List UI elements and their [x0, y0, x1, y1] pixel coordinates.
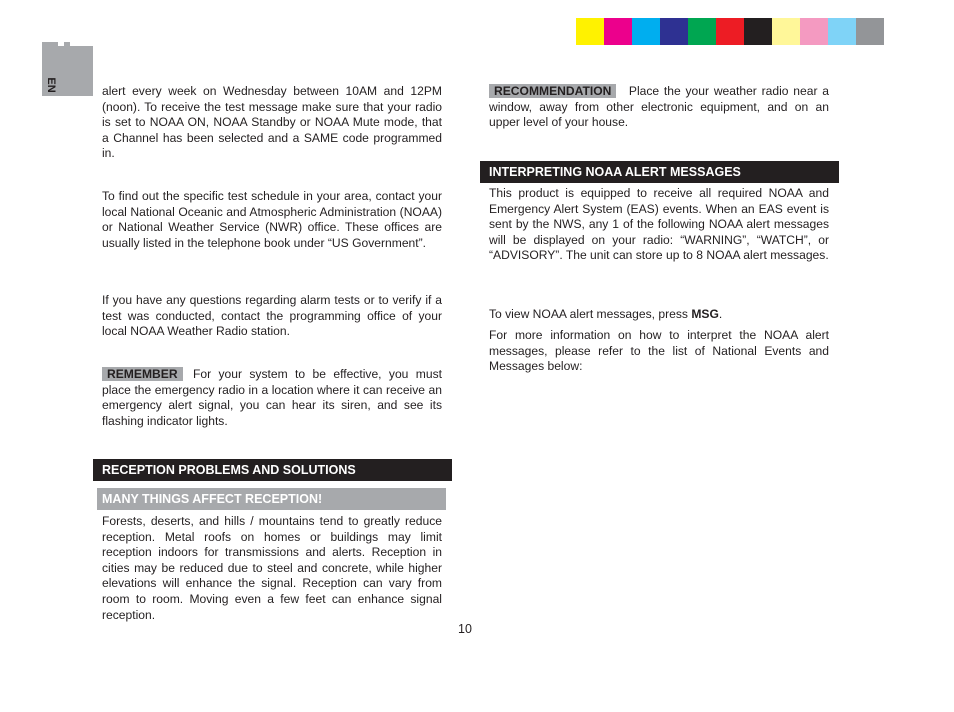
color-swatch — [576, 18, 604, 45]
view-messages-text: To view NOAA alert messages, press — [489, 307, 692, 321]
paragraph-view-messages — [489, 307, 829, 323]
page-number: 10 — [458, 622, 472, 636]
subsection-heading-reception: MANY THINGS AFFECT RECEPTION! — [97, 488, 446, 510]
msg-key-label: MSG — [691, 307, 719, 321]
section-heading-reception: RECEPTION PROBLEMS AND SOLUTIONS — [93, 459, 452, 481]
color-swatch — [772, 18, 800, 45]
color-swatch — [800, 18, 828, 45]
color-swatch — [744, 18, 772, 45]
paragraph-test-schedule: alert every week on Wednesday between 10AM and 12PM (noon). To receive the test message make sure that your radio is set to NOAA ON, NOAA Standby or NOAA Mute mode, that a Channel has been selected and a SAME code programmed in. — [102, 84, 442, 161]
color-swatch — [828, 18, 856, 45]
section-heading-noaa-alerts: INTERPRETING NOAA ALERT MESSAGES — [480, 161, 839, 183]
recommendation-tag: RECOMMENDATION — [489, 84, 616, 98]
remember-tag: REMEMBER — [102, 367, 183, 381]
color-swatch — [632, 18, 660, 45]
paragraph-questions: If you have any questions regarding alarm tests or to verify if a test was conducted, contact the programming office of your local NOAA Weather Radio station. — [102, 293, 442, 339]
color-swatch — [604, 18, 632, 45]
color-swatch-bar — [576, 18, 884, 45]
remember-text: For your system to be effective, you must place the emergency radio in a location where it can receive an emergency alert signal, you can hear its siren, and see its flashing indicator lights. — [102, 367, 442, 428]
paragraph-remember — [102, 367, 442, 429]
view-messages-end: . — [718, 307, 723, 321]
language-tab-label: EN — [45, 77, 57, 93]
paragraph-noaa-events: This product is equipped to receive all required NOAA and Emergency Alert System (EAS) events. When an EAS event is sent by the NWS, any 1 of the following NOAA alert messages will be displayed on your radio: “WARNING”, “WATCH”, or “ADVISORY”. The unit can store up to 8 NOAA alert messages. — [489, 186, 829, 263]
paragraph-more-info: For more information on how to interpret the NOAA alert messages, please refer to the list of National Events and Messages below: — [489, 328, 829, 374]
color-swatch — [716, 18, 744, 45]
color-swatch — [688, 18, 716, 45]
color-swatch — [660, 18, 688, 45]
paragraph-reception: Forests, deserts, and hills / mountains tend to greatly reduce reception. Metal roofs on homes or buildings may limit reception indoors for transmissions and alerts. Reception in cities may be reduced due to steel and concrete, while higher elevations will enhance the signal. Reception can vary from room to room. Moving even a few feet can enhance signal reception. — [102, 514, 442, 622]
recommendation-text: Place the your weather radio near a window, away from other electronic equipment, and on an upper level of your house. — [489, 84, 829, 130]
color-swatch — [856, 18, 884, 45]
paragraph-recommendation — [489, 84, 829, 131]
paragraph-find-schedule: To find out the specific test schedule in your area, contact your local National Oceanic and Atmospheric Administration (NOAA) or National Weather Service (NWR) office. These offices are usually listed in the telephone book under “US Government”. — [102, 189, 442, 250]
